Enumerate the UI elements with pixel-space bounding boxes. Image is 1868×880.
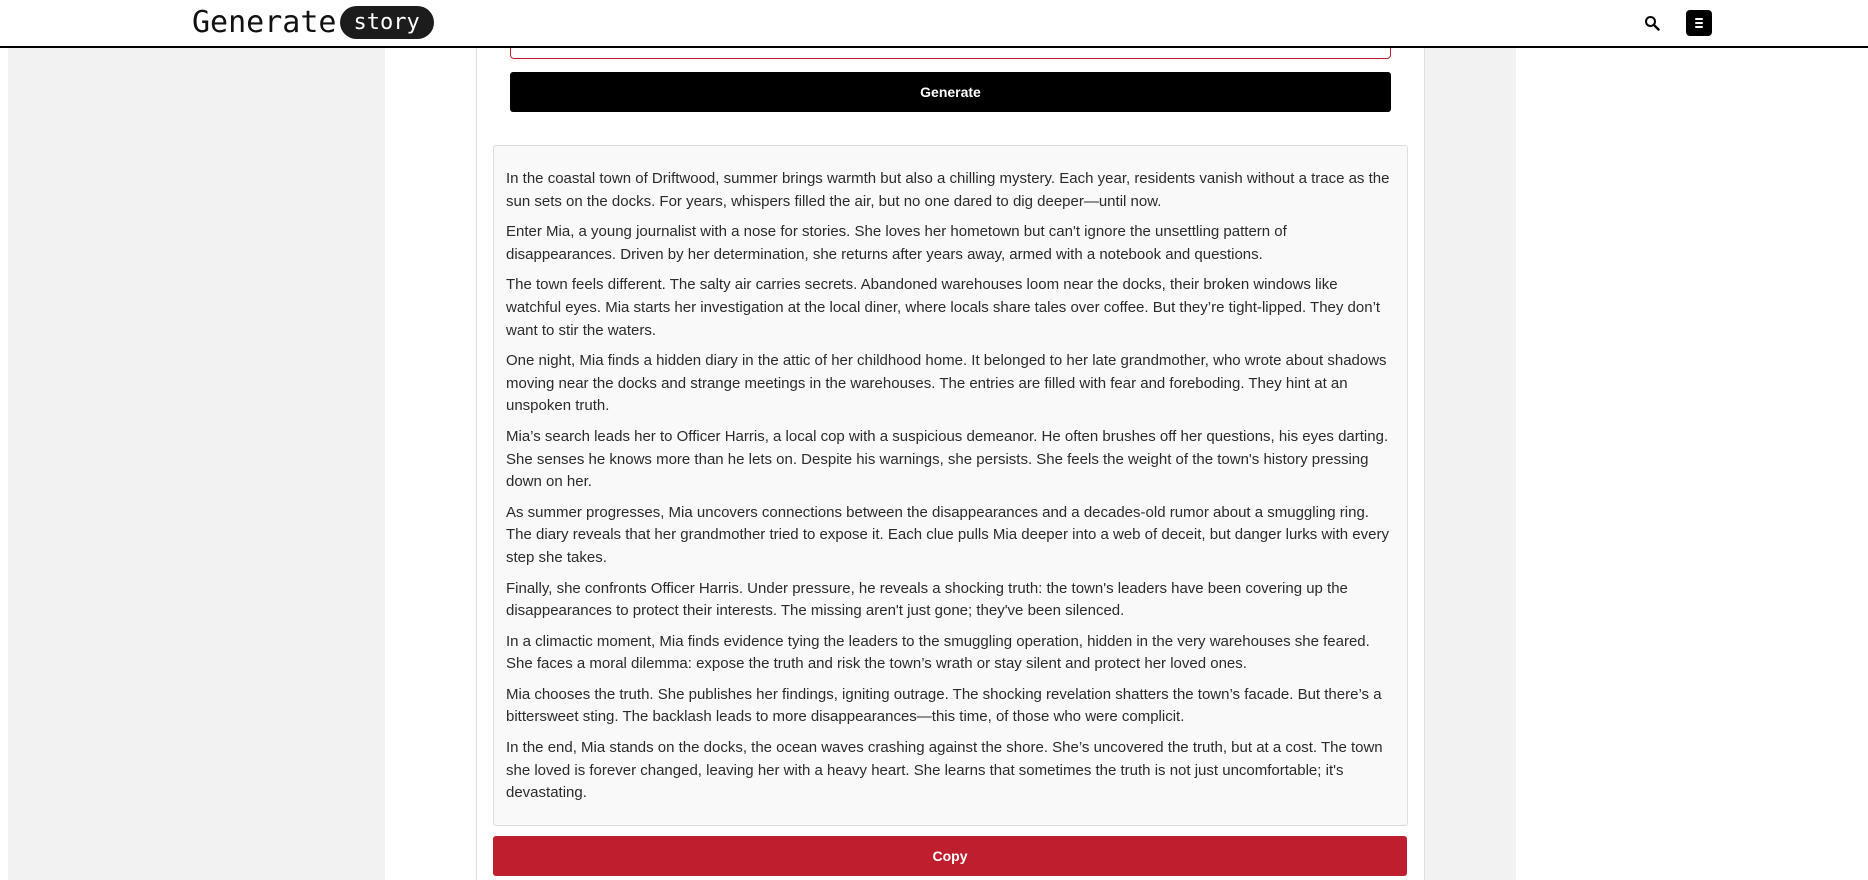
story-paragraph: Mia’s search leads her to Officer Harris, a local cop with a suspicious demeanor. He often brushes off her questions, his eyes darting. She senses he knows more than he lets on. Despite his warnings, she persists. She feels the weight of the town's history pressing down on her. <box>506 427 1389 491</box>
menu-icon <box>1695 18 1703 20</box>
story-paragraph: In a climactic moment, Mia finds evidence tying the leaders to the smuggling operation, hidden in the very warehouses she feared. She faces a moral dilemma: expose the truth and risk the town’s wrath or stay silent and protect her loved ones. <box>506 632 1370 673</box>
story-paragraph: Finally, she confronts Officer Harris. Under pressure, he reveals a shocking truth: the town's leaders have been covering up the disappearances to protect their interests. The missing aren't just gone; they've been silenced. <box>506 579 1348 620</box>
story-paragraph: The town feels different. The salty air carries secrets. Abandoned warehouses loom near the docks, their broken windows like watchful eyes. Mia starts her investigation at the local diner, where locals share tales over coffee. But they’re tight-lipped. They don’t want to stir the waters. <box>506 276 1381 339</box>
story-paragraph: As summer progresses, Mia uncovers connections between the disappearances and a decades-old rumor about a smuggling ring. The diary reveals that her grandmother tried to expose it. Each clue pulls Mia deeper into a web of deceit, but danger lurks with every step she takes. <box>506 503 1389 566</box>
story-paragraph: Enter Mia, a young journalist with a nose for stories. She loves her hometown but can't ignore the unsettling pattern of disappearances. Driven by her determination, she returns after years away, armed with a notebook and questions. <box>506 223 1287 263</box>
story-output <box>493 145 1408 826</box>
site-header <box>0 0 1868 48</box>
logo-pill: story <box>340 6 434 39</box>
menu-button[interactable] <box>1686 10 1712 36</box>
story-paragraph: In the end, Mia stands on the docks, the ocean waves crashing against the shore. She’s uncovered the truth, but at a cost. The town she loved is forever changed, leaving her with a heavy heart. She learns that sometimes the truth is not just uncomfortable; it's devastating. <box>506 739 1383 802</box>
search-button[interactable] <box>1640 11 1664 35</box>
story-paragraph: Mia chooses the truth. She publishes her findings, igniting outrage. The shocking revelation shatters the town’s facade. But there’s a bittersweet sting. The backlash leads to more disappearances—this time, of those who were complicit. <box>506 685 1382 726</box>
logo-word: Generate <box>192 5 337 40</box>
copy-button[interactable]: Copy <box>493 836 1407 876</box>
site-logo[interactable] <box>192 5 434 40</box>
story-paragraph: In the coastal town of Driftwood, summer brings warmth but also a chilling mystery. Each year, residents vanish without a trace as the sun sets on the docks. For years, whispers filled the air, but no one dared to dig deeper—until now. <box>506 170 1390 210</box>
generate-button[interactable]: Generate <box>510 72 1391 112</box>
search-icon <box>1644 15 1660 31</box>
story-paragraph: One night, Mia finds a hidden diary in the attic of her childhood home. It belonged to her late grandmother, who wrote about shadows moving near the docks and strange meetings in the warehouses. The entries are filled with fear and foreboding. They hint at an unspoken truth. <box>506 352 1387 415</box>
